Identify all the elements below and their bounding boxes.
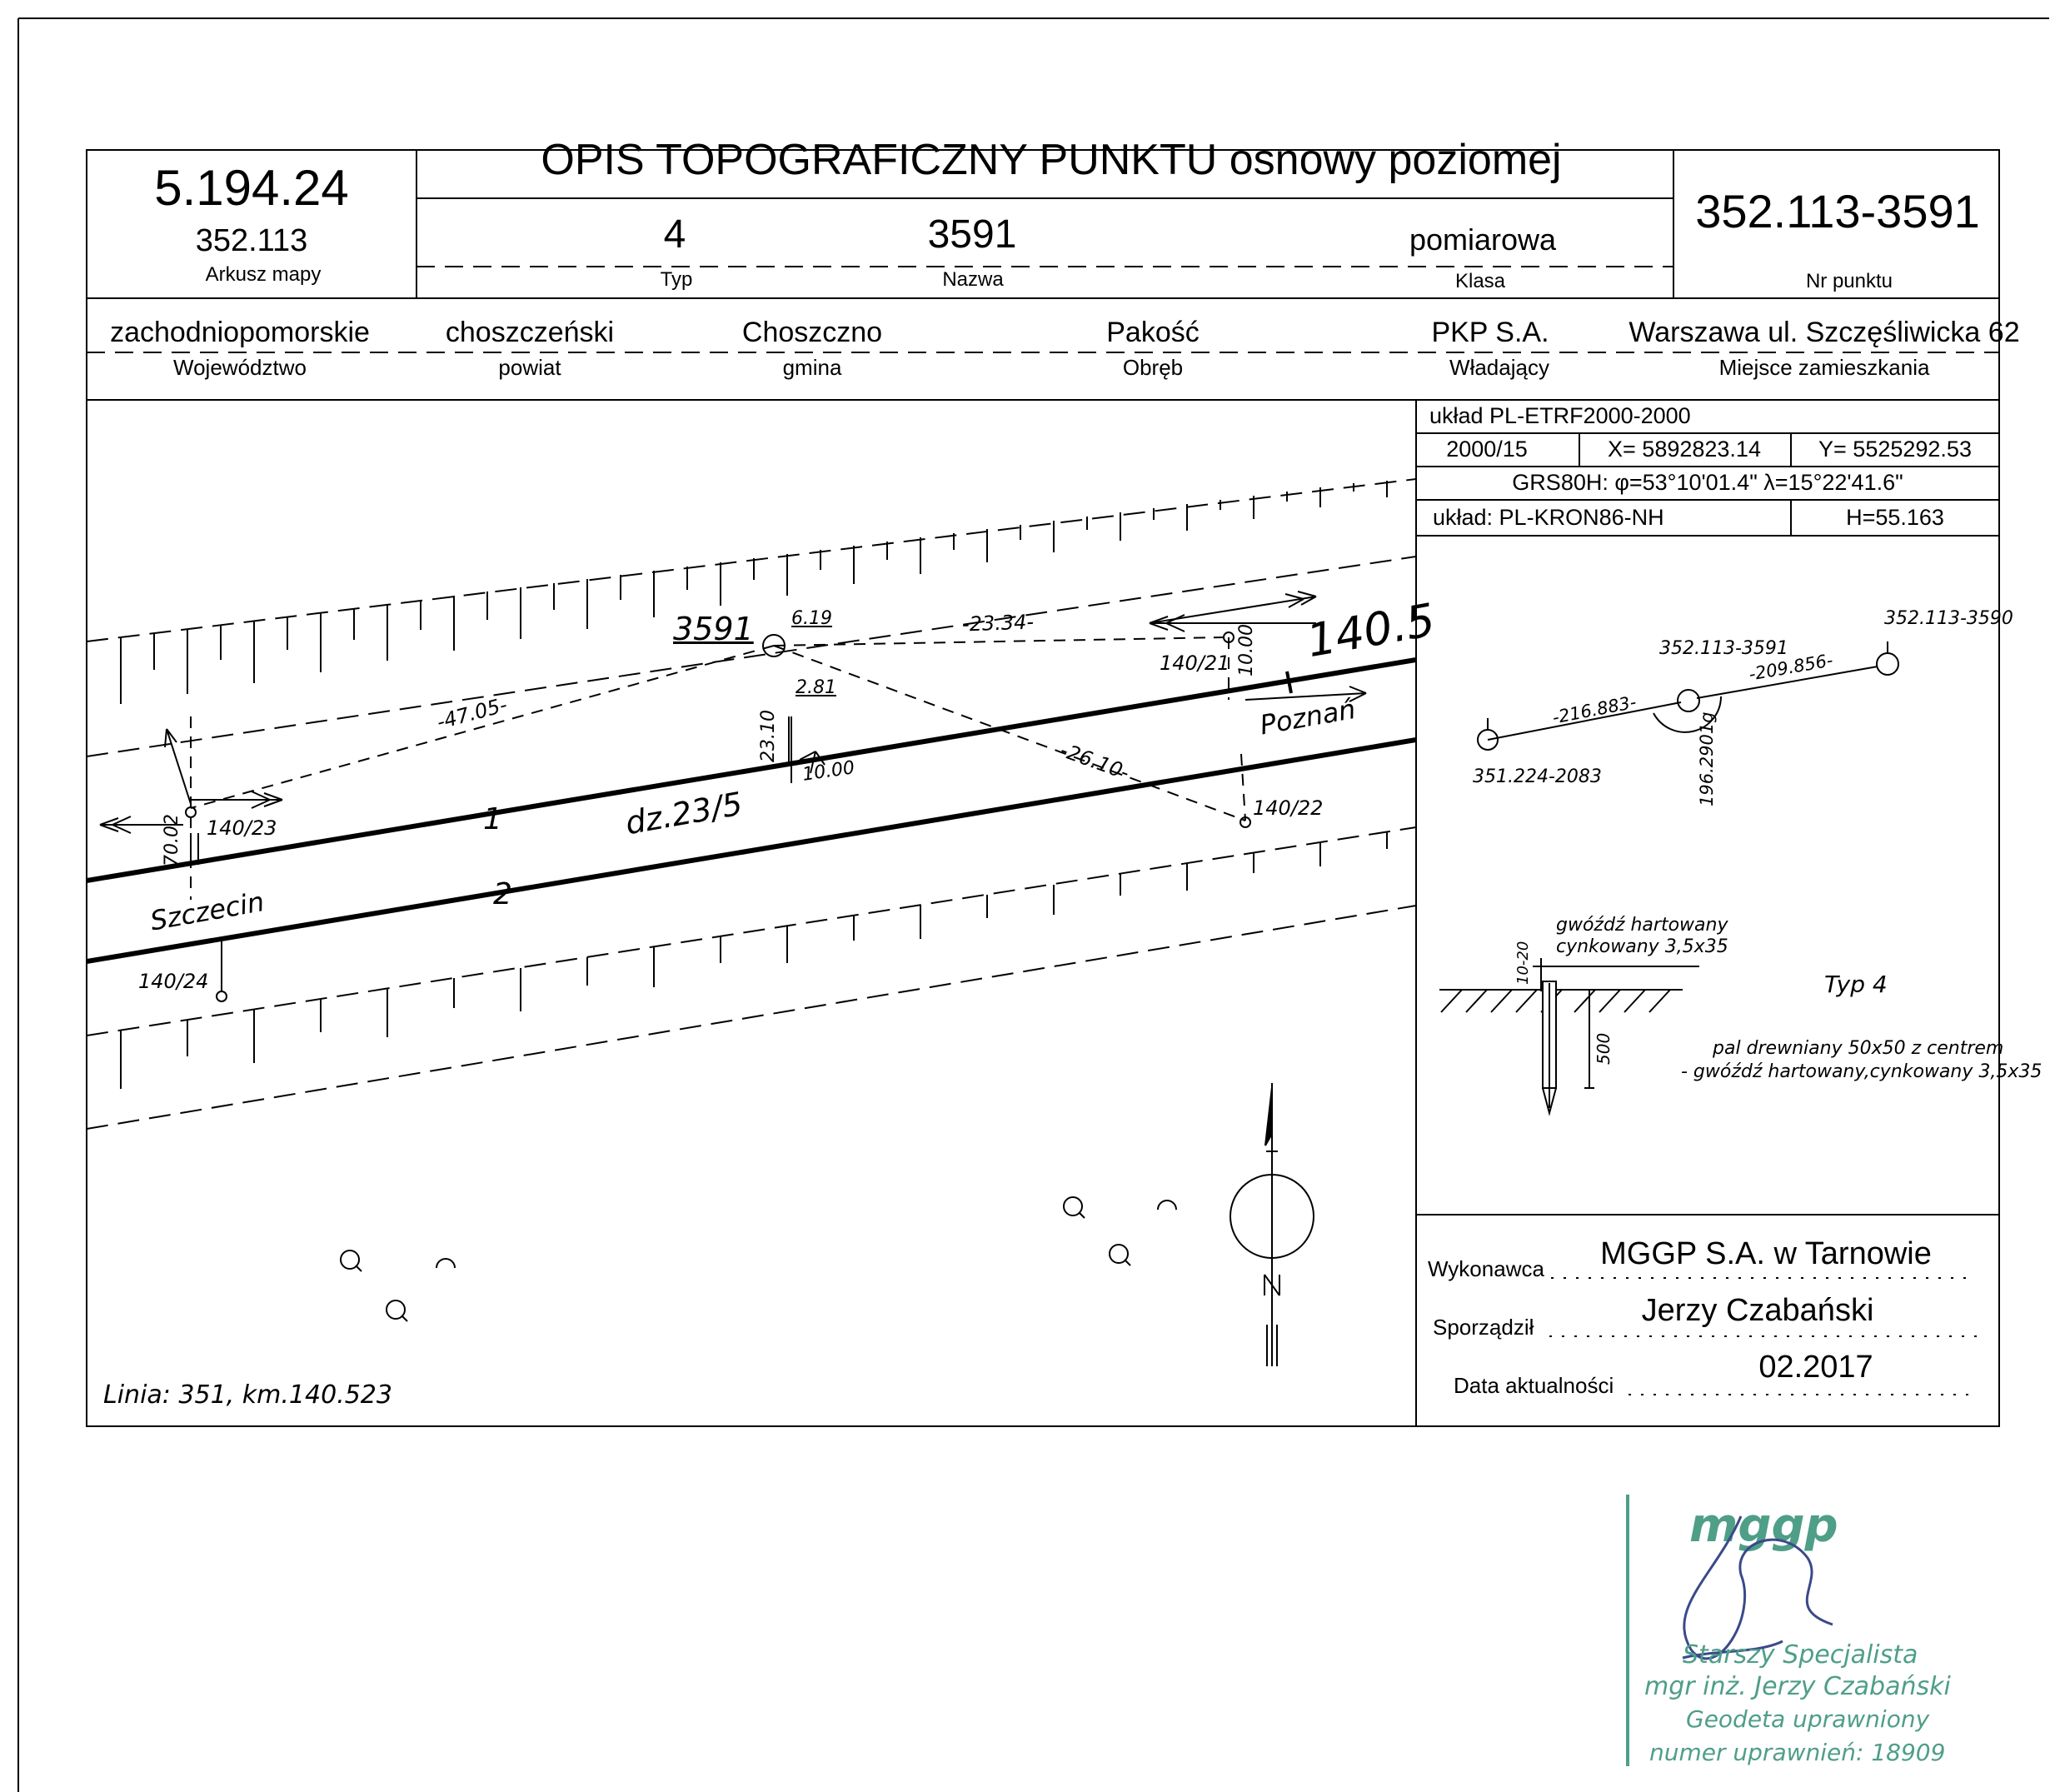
sketch-point-label: 3591 xyxy=(673,611,754,647)
connection-point-center: 352.113-3591 xyxy=(1659,638,1788,659)
map-sheet-number: 352.113 xyxy=(195,223,308,258)
contractor-value: MGGP S.A. w Tarnowie xyxy=(1600,1236,1932,1271)
stamp-logo: mggp xyxy=(1689,1499,1838,1553)
date-value: 02.2017 xyxy=(1758,1350,1873,1385)
connection-point-east: 352.113-3590 xyxy=(1884,608,2013,629)
sketch-track-2: 2 xyxy=(493,877,512,911)
point-class-value: pomiarowa xyxy=(1409,222,1557,257)
voivodeship-label: Województwo xyxy=(173,355,307,380)
construction-type-label: Typ 4 xyxy=(1824,971,1888,998)
nail-note-line-1: gwóźdź hartowany xyxy=(1556,915,1728,936)
depth-top-label: 10-20 xyxy=(1514,941,1532,985)
geodetic-coordinates: GRS80H: φ=53°10'01.4" λ=15°22'41.6" xyxy=(1512,470,1903,495)
sketch-km-label: 140.5 xyxy=(1303,593,1439,668)
commune-label: gmina xyxy=(782,355,842,380)
date-label: Data aktualności xyxy=(1454,1373,1614,1398)
stamp-person: mgr inż. Jerzy Czabański xyxy=(1644,1672,1951,1701)
connection-distance-west: -216.883- xyxy=(1550,691,1639,728)
owner-value: PKP S.A. xyxy=(1431,317,1549,348)
owner-label: Władający xyxy=(1449,355,1549,380)
location-sketch xyxy=(87,400,1416,1426)
nail-note-line-2: cynkowany 3,5x35 xyxy=(1556,936,1728,957)
height-system: układ: PL-KRON86-NH xyxy=(1433,505,1664,530)
ref-label-140-22: 140/22 xyxy=(1253,796,1324,820)
connection-angle: 196.2901g xyxy=(1697,711,1717,806)
sketch-track-1: 1 xyxy=(483,802,502,836)
coordinate-system: układ PL-ETRF2000-2000 xyxy=(1429,403,1691,428)
precinct-value: Pakość xyxy=(1106,317,1200,348)
document-title: OPIS TOPOGRAFICZNY PUNKTU osnowy poziomej xyxy=(541,136,1562,184)
connection-point-west: 351.224-2083 xyxy=(1473,766,1602,787)
depth-label: 500 xyxy=(1594,1032,1614,1065)
point-name-label: Nazwa xyxy=(942,268,1004,291)
precinct-label: Obręb xyxy=(1122,355,1184,380)
point-type-value: 4 xyxy=(663,212,686,257)
sketch-direction-east: Poznań xyxy=(1257,692,1359,741)
measure-10-00-right: 10.00 xyxy=(1236,624,1257,676)
prepared-by-label: Sporządził xyxy=(1433,1315,1534,1340)
county-label: powiat xyxy=(498,355,561,380)
point-name-value: 3591 xyxy=(927,212,1017,257)
height-value: H=55.163 xyxy=(1846,505,1944,530)
point-class-label: Klasa xyxy=(1454,270,1506,292)
sketch-direction-west: Szczecin xyxy=(147,886,267,937)
stamp-license: numer uprawnień: 18909 xyxy=(1649,1739,1946,1766)
measure-70-02: 70.02 xyxy=(162,814,182,866)
measure-23-10: 23.10 xyxy=(758,710,779,762)
voivodeship-value: zachodniopomorskie xyxy=(110,317,370,348)
sketch-parcel-label: dz.23/5 xyxy=(622,785,746,842)
residence-label: Miejsce zamieszkania xyxy=(1718,355,1930,380)
sketch-line-info: Linia: 351, km.140.523 xyxy=(103,1380,392,1410)
map-sheet-label: Arkusz mapy xyxy=(205,263,322,286)
residence-value: Warszawa ul. Szczęśliwicka 62 xyxy=(1629,317,2020,348)
measure-23-34: -23.34- xyxy=(961,610,1035,636)
ref-label-140-21: 140/21 xyxy=(1160,651,1230,675)
measure-47-05: -47.05- xyxy=(434,692,510,735)
connection-distance-east: -209.856- xyxy=(1747,650,1835,685)
coordinate-y: Y= 5525292.53 xyxy=(1818,437,1972,462)
stamp-role: Starszy Specjalista xyxy=(1683,1640,1918,1670)
point-number-label: Nr punktu xyxy=(1805,270,1893,292)
prepared-by-value: Jerzy Czabański xyxy=(1641,1293,1874,1328)
measure-2-81: 2.81 xyxy=(796,677,836,698)
commune-value: Choszczno xyxy=(741,317,883,348)
point-number-value: 352.113-3591 xyxy=(1695,185,1980,237)
measure-10-00-bottom: 10.00 xyxy=(801,757,856,786)
construction-desc-2: - gwóźdź hartowany,cynkowany 3,5x35 xyxy=(1681,1061,2043,1082)
connection-sketch xyxy=(1416,536,1999,869)
coordinate-x: X= 5892823.14 xyxy=(1608,437,1761,462)
construction-desc-1: pal drewniany 50x50 z centrem xyxy=(1713,1038,2004,1059)
measure-26-10: -26.10- xyxy=(1057,738,1133,785)
contractor-label: Wykonawca xyxy=(1428,1256,1544,1281)
county-value: choszczeński xyxy=(445,317,615,348)
sheet-number: 5.194.24 xyxy=(154,160,349,216)
ref-label-140-23: 140/23 xyxy=(207,816,277,840)
coordinate-zone: 2000/15 xyxy=(1446,437,1528,462)
measure-6-19: 6.19 xyxy=(791,608,832,629)
ref-label-140-24: 140/24 xyxy=(138,970,209,993)
stamp-title: Geodeta uprawniony xyxy=(1686,1705,1930,1733)
point-type-label: Typ xyxy=(660,268,693,291)
